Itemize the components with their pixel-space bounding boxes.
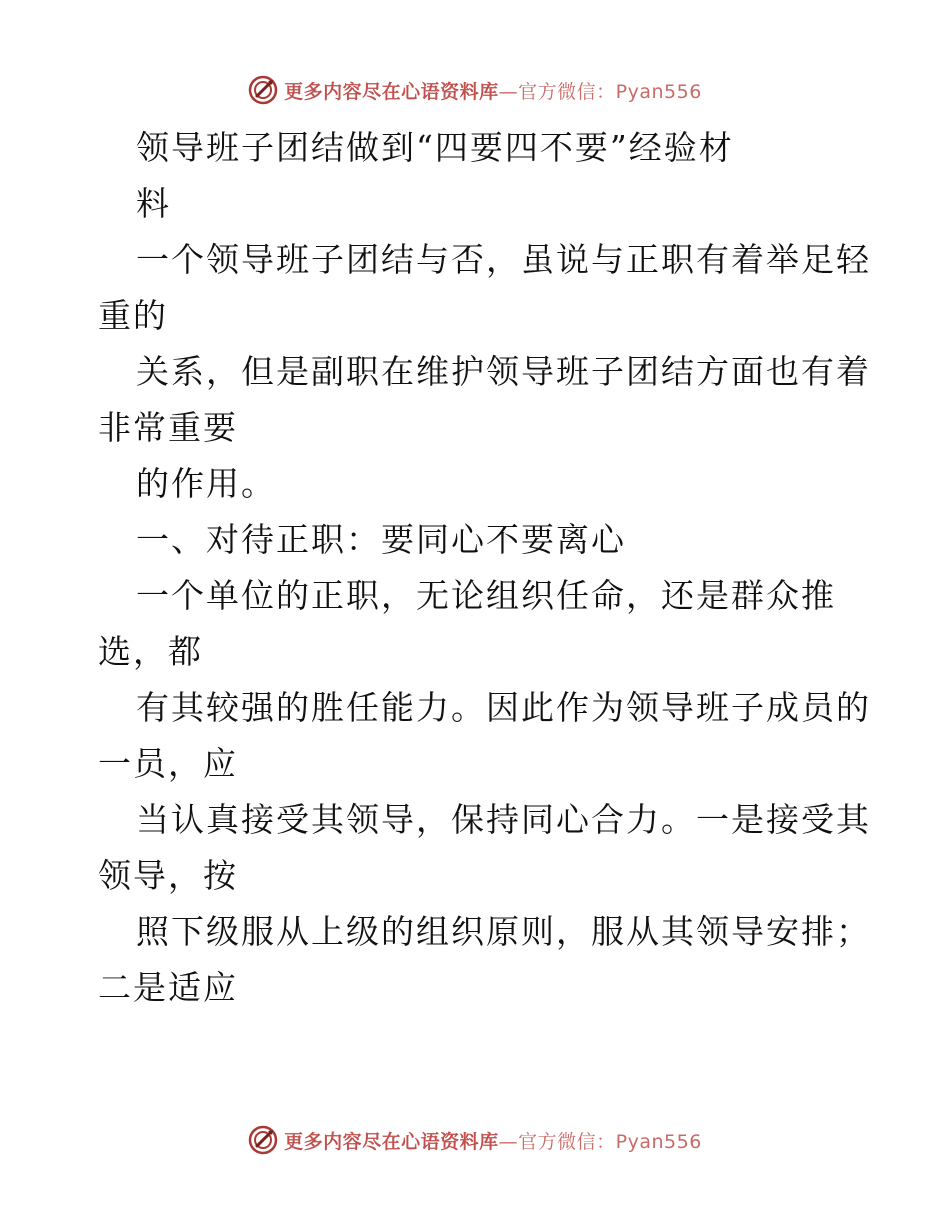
banner-lead: 更多内容尽在心语资料库 bbox=[284, 1130, 499, 1153]
banner-contact: —官方微信：Pyan556 bbox=[498, 1130, 702, 1153]
paragraph-line: 一个单位的正职，无论组织任命，还是群众推 bbox=[136, 576, 836, 615]
paragraph-line: 关系，但是副职在维护领导班子团结方面也有着 bbox=[136, 352, 871, 391]
banner-lead: 更多内容尽在心语资料库 bbox=[284, 80, 499, 103]
header-banner-text bbox=[284, 77, 702, 104]
paragraph-line: 当认真接受其领导，保持同心合力。一是接受其 bbox=[136, 800, 871, 839]
document-title-line-1: 领导班子团结做到“四要四不要”经验材 bbox=[136, 128, 734, 167]
paragraph-line: 领导，按 bbox=[98, 856, 238, 895]
section-heading: 一、对待正职：要同心不要离心 bbox=[136, 520, 626, 559]
paragraph-line: 一个领导班子团结与否，虽说与正职有着举足轻 bbox=[136, 240, 871, 279]
header-banner bbox=[0, 72, 950, 108]
banner-contact: —官方微信：Pyan556 bbox=[498, 80, 702, 103]
paragraph-line: 一员，应 bbox=[98, 744, 238, 783]
document-body bbox=[98, 120, 871, 1016]
paragraph-line: 的作用。 bbox=[136, 464, 276, 503]
paragraph-line: 非常重要 bbox=[98, 408, 238, 447]
footer-banner-text bbox=[284, 1127, 702, 1154]
paragraph-line: 二是适应 bbox=[98, 968, 238, 1007]
paragraph-line: 选，都 bbox=[98, 632, 203, 671]
paragraph-line: 有其较强的胜任能力。因此作为领导班子成员的 bbox=[136, 688, 871, 727]
brand-logo-icon bbox=[248, 1125, 278, 1155]
paragraph-line: 照下级服从上级的组织原则，服从其领导安排； bbox=[136, 912, 871, 951]
paragraph-line: 重的 bbox=[98, 296, 168, 335]
brand-logo-icon bbox=[248, 75, 278, 105]
footer-banner bbox=[0, 1122, 950, 1158]
document-title-line-2: 料 bbox=[136, 184, 171, 223]
